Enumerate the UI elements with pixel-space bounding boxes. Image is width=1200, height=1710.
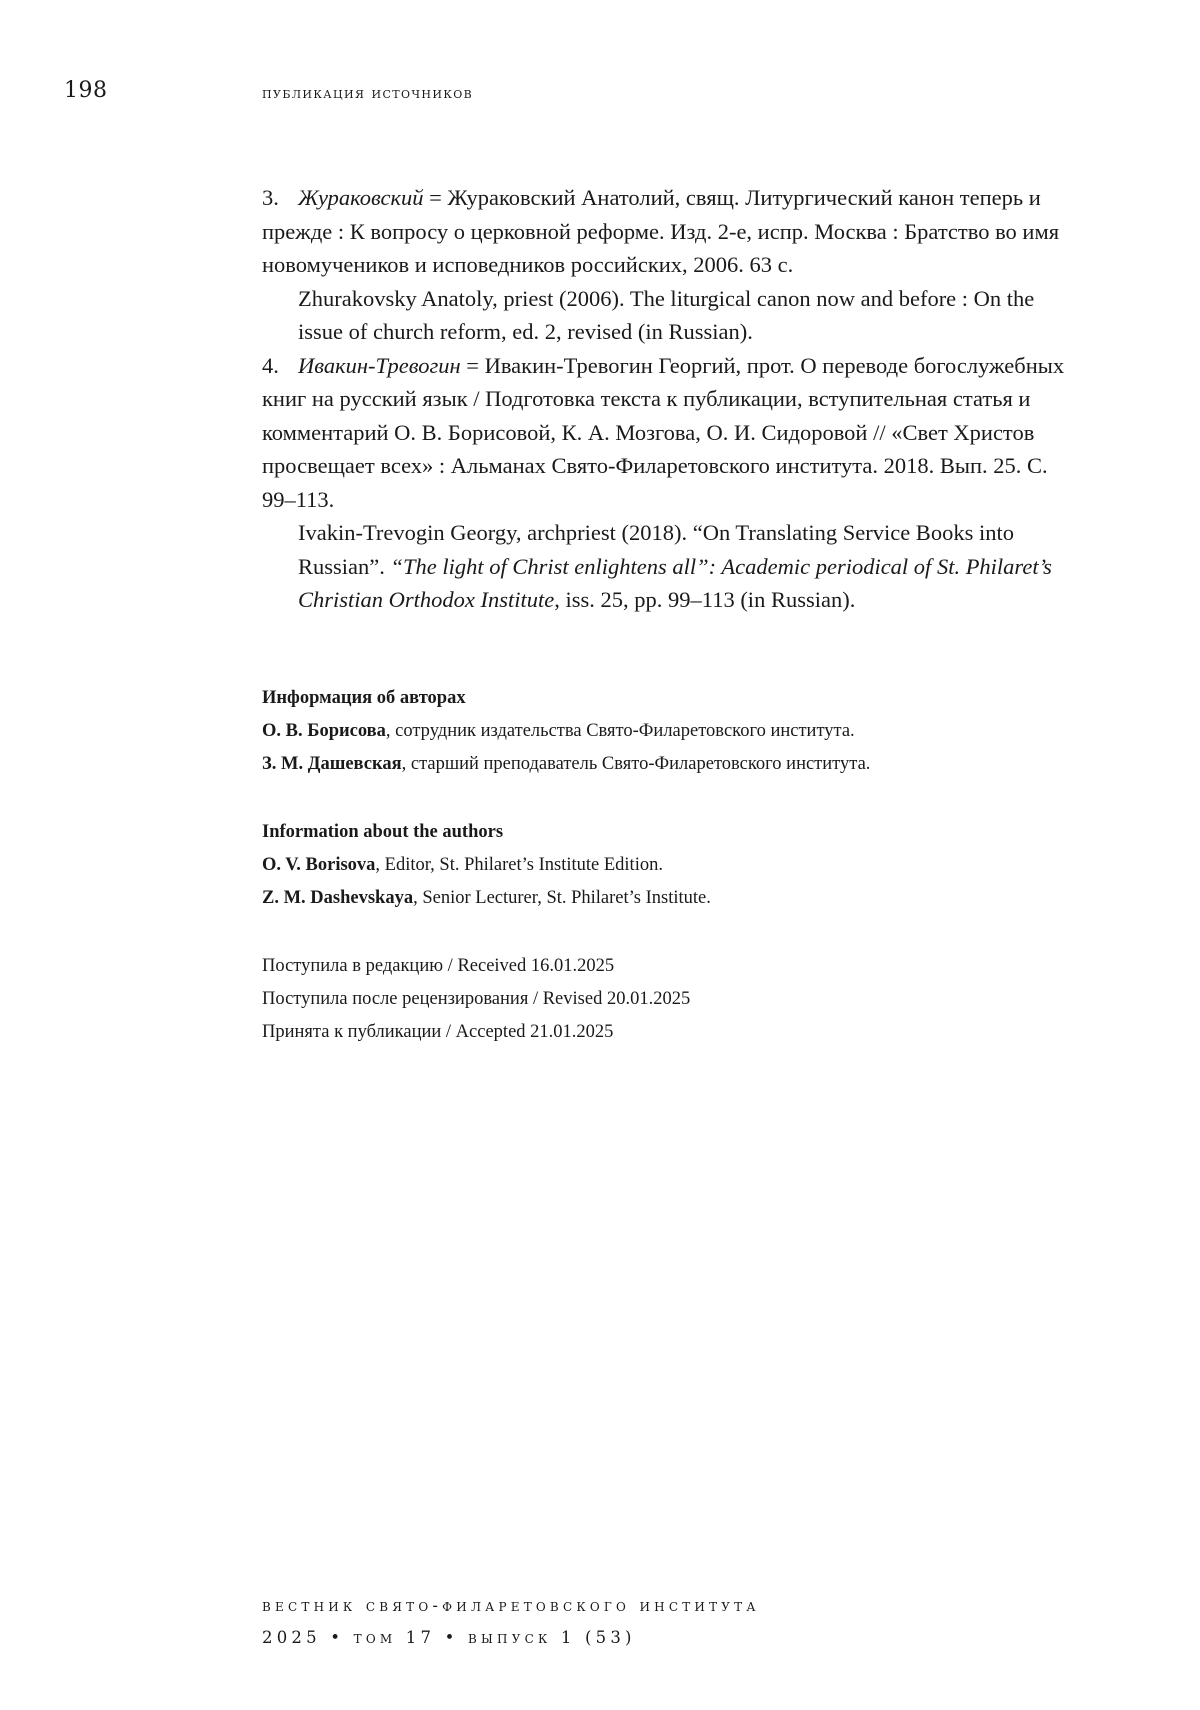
reference-ru-text: = Ивакин-Тревогин Георгий, прот. О переводе богослужебных книг на русский язык / Подготовка текста к публикации, вступительная статья и комментарий О. В. Борисовой, К. А. Мозгова, О. И. Сидоровой // «Свет Христов просвещает всех» : Альманах Свято-Филаретовского института. 2018. Вып. 25. С. 99–113. (262, 352, 1065, 512)
footer-issue: 2025 • том 17 • выпуск 1 (53) (262, 1628, 636, 1647)
reference-en-text: Ivakin-Trevogin Georgy, archpriest (2018). “On Translating Service Books into Russian”. (298, 520, 1014, 579)
reference-key: Ивакин-Тревогин (298, 352, 461, 378)
reference-item (262, 181, 1072, 349)
reference-en-italic: “The light of Christ enlightens all”: Academic periodical of St. Philaret’s Christian Orthodox Institute (298, 553, 1052, 612)
author-entry (262, 849, 1082, 882)
reference-key: Жураковский (298, 185, 424, 210)
reference-ru-text: = Жураковский Анатолий, свящ. Литургический канон теперь и прежде : К вопросу о церковной реформе. Изд. 2-е, испр. Москва : Братство во имя новомучеников и исповедников российских, 2006. 63 с. (262, 185, 1060, 277)
page-footer (262, 1590, 760, 1654)
author-name: O. V. Borisova (262, 855, 376, 875)
reference-ru (262, 349, 1072, 517)
reference-en-tail: , iss. 25, pp. 99–113 (in Russian). (554, 587, 856, 612)
author-entry (262, 715, 1082, 748)
date-accepted: Принята к публикации / Accepted 21.01.2025 (262, 1022, 614, 1042)
page-number: 198 (64, 78, 108, 103)
reference-item (262, 349, 1072, 617)
date-revised: Поступила после рецензирования / Revised 20.01.2025 (262, 989, 691, 1009)
reference-list (262, 181, 1072, 617)
reference-ru (262, 181, 1072, 282)
author-desc: , Senior Lecturer, St. Philaret’s Institute. (413, 888, 711, 908)
reference-number: 3. (262, 185, 279, 210)
reference-en-text: Zhurakovsky Anatoly, priest (2006). The liturgical canon now and before : On the issue of church reform, ed. 2, revised (in Russian). (298, 285, 1035, 344)
authors-heading-en: Information about the authors (262, 822, 504, 842)
date-received: Поступила в редакцию / Received 16.01.2025 (262, 956, 615, 976)
author-name: Z. M. Dashevskaya (262, 888, 414, 908)
author-entry (262, 748, 1082, 781)
authors-info-ru (262, 682, 1082, 781)
author-desc: , Editor, St. Philaret’s Institute Edition. (375, 855, 663, 875)
reference-en (298, 282, 1072, 349)
author-desc: , старший преподаватель Свято-Филаретовского института. (401, 754, 871, 774)
reference-en (298, 516, 1072, 617)
author-name: З. М. Дашевская (262, 754, 402, 774)
footer-journal: вестник свято-филаретовского института (262, 1596, 760, 1615)
reference-number: 4. (262, 352, 279, 378)
author-desc: , сотрудник издательства Свято-Филаретовского института. (385, 721, 855, 741)
running-head: публикация источников (262, 84, 474, 102)
authors-heading-ru: Информация об авторах (262, 688, 466, 708)
author-name: О. В. Борисова (262, 721, 386, 741)
submission-dates (262, 950, 1082, 1049)
author-entry (262, 882, 1082, 915)
authors-info-en (262, 816, 1082, 915)
